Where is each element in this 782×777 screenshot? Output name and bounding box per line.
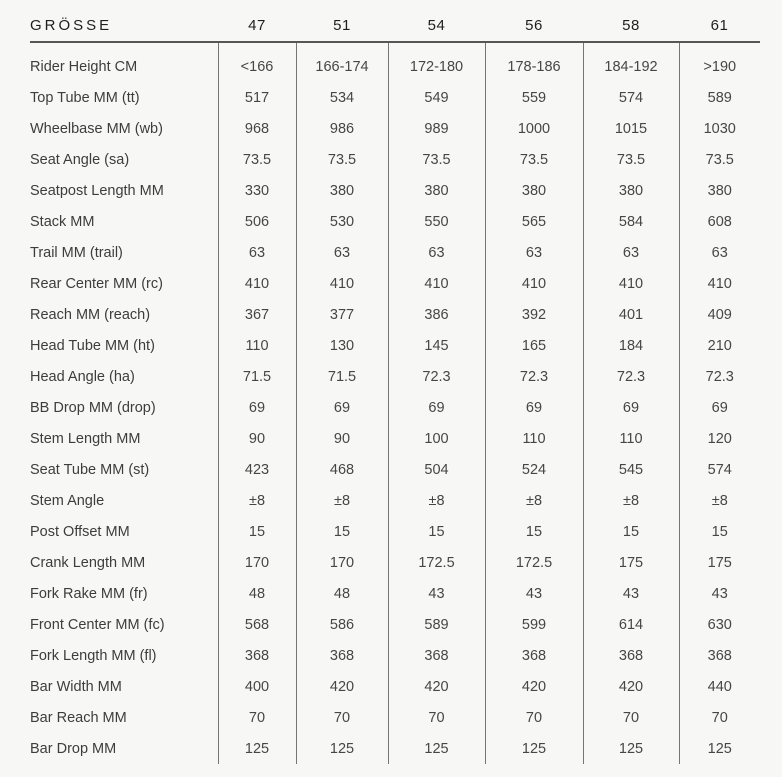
row-value: 380 — [388, 175, 485, 206]
row-label: Stem Length MM — [30, 430, 141, 447]
row-value: 986 — [296, 113, 388, 144]
row-value: 130 — [296, 330, 388, 361]
row-value: 368 — [388, 640, 485, 671]
row-value: 410 — [485, 268, 583, 299]
row-value: 386 — [388, 299, 485, 330]
row-label: Bar Drop MM — [30, 740, 117, 757]
row-value: 72.3 — [583, 361, 679, 392]
row-value: 73.5 — [485, 144, 583, 175]
row-label: Front Center MM (fc) — [30, 616, 165, 633]
row-value: 584 — [583, 206, 679, 237]
row-value: 530 — [296, 206, 388, 237]
row-value: 380 — [583, 175, 679, 206]
table-row — [30, 392, 760, 423]
row-value: 534 — [296, 82, 388, 113]
row-value: 63 — [218, 237, 296, 268]
table-row — [30, 702, 760, 733]
row-value: 410 — [679, 268, 760, 299]
row-value: 110 — [583, 423, 679, 454]
row-value: 125 — [218, 733, 296, 764]
row-value: 73.5 — [679, 144, 760, 175]
row-value: 15 — [218, 516, 296, 547]
row-value: >190 — [679, 42, 760, 82]
table-row — [30, 516, 760, 547]
row-value: 175 — [583, 547, 679, 578]
row-value: 380 — [485, 175, 583, 206]
row-value: 574 — [583, 82, 679, 113]
row-value: 70 — [583, 702, 679, 733]
row-value: 559 — [485, 82, 583, 113]
size-column-54: 54 — [388, 10, 485, 42]
row-value: 73.5 — [388, 144, 485, 175]
row-value: ±8 — [388, 485, 485, 516]
row-value: 368 — [485, 640, 583, 671]
row-value: 71.5 — [296, 361, 388, 392]
row-value: 368 — [583, 640, 679, 671]
row-value: 968 — [218, 113, 296, 144]
row-value: 184-192 — [583, 42, 679, 82]
row-label: Seat Tube MM (st) — [30, 461, 150, 478]
row-value: 184 — [583, 330, 679, 361]
row-value: 90 — [296, 423, 388, 454]
row-value: 170 — [218, 547, 296, 578]
row-value: 63 — [296, 237, 388, 268]
row-label: Top Tube MM (tt) — [30, 89, 140, 106]
row-value: ±8 — [583, 485, 679, 516]
row-value: 145 — [388, 330, 485, 361]
row-value: 48 — [296, 578, 388, 609]
table-row — [30, 237, 760, 268]
row-value: 392 — [485, 299, 583, 330]
table-row — [30, 299, 760, 330]
row-label: Trail MM (trail) — [30, 244, 123, 261]
row-value: 989 — [388, 113, 485, 144]
table-row — [30, 42, 760, 82]
row-value: 72.3 — [679, 361, 760, 392]
row-value: 1015 — [583, 113, 679, 144]
row-value: 165 — [485, 330, 583, 361]
row-label: Head Angle (ha) — [30, 368, 135, 385]
row-value: 368 — [679, 640, 760, 671]
row-value: 568 — [218, 609, 296, 640]
table-row — [30, 547, 760, 578]
row-value: 368 — [296, 640, 388, 671]
row-value: 589 — [388, 609, 485, 640]
row-value: 170 — [296, 547, 388, 578]
row-value: 69 — [388, 392, 485, 423]
table-row — [30, 485, 760, 516]
row-label: Crank Length MM — [30, 554, 146, 571]
row-label: Stem Angle — [30, 492, 105, 509]
table-row — [30, 578, 760, 609]
row-value: 70 — [485, 702, 583, 733]
size-column-58: 58 — [583, 10, 679, 42]
row-label: Stack MM — [30, 213, 95, 230]
row-value: 100 — [388, 423, 485, 454]
row-value: 63 — [679, 237, 760, 268]
row-value: 73.5 — [296, 144, 388, 175]
row-value: 400 — [218, 671, 296, 702]
row-value: 545 — [583, 454, 679, 485]
row-value: 72.3 — [485, 361, 583, 392]
row-value: 550 — [388, 206, 485, 237]
row-value: 69 — [485, 392, 583, 423]
geometry-table — [30, 10, 760, 764]
row-value: 420 — [583, 671, 679, 702]
row-label: Reach MM (reach) — [30, 306, 151, 323]
row-value: 409 — [679, 299, 760, 330]
row-value: 69 — [679, 392, 760, 423]
row-value: 1000 — [485, 113, 583, 144]
row-label: BB Drop MM (drop) — [30, 399, 156, 416]
row-value: 125 — [296, 733, 388, 764]
row-label: Seat Angle (sa) — [30, 151, 130, 168]
row-value: 517 — [218, 82, 296, 113]
row-value: 166-174 — [296, 42, 388, 82]
row-value: 380 — [296, 175, 388, 206]
row-value: 63 — [583, 237, 679, 268]
size-header-label: GRÖSSE — [30, 10, 218, 42]
row-value: 90 — [218, 423, 296, 454]
row-value: 110 — [218, 330, 296, 361]
row-value: 69 — [218, 392, 296, 423]
table-row — [30, 361, 760, 392]
row-value: ±8 — [218, 485, 296, 516]
table-row — [30, 268, 760, 299]
row-value: 15 — [679, 516, 760, 547]
row-label: Bar Width MM — [30, 678, 122, 695]
geometry-table-header — [30, 10, 760, 42]
row-value: 574 — [679, 454, 760, 485]
row-value: 420 — [485, 671, 583, 702]
row-value: 63 — [388, 237, 485, 268]
row-value: 401 — [583, 299, 679, 330]
row-label: Bar Reach MM — [30, 709, 127, 726]
row-value: 565 — [485, 206, 583, 237]
table-row — [30, 423, 760, 454]
row-value: 368 — [218, 640, 296, 671]
row-value: 69 — [296, 392, 388, 423]
row-value: 440 — [679, 671, 760, 702]
row-value: 70 — [218, 702, 296, 733]
row-value: 367 — [218, 299, 296, 330]
row-value: 614 — [583, 609, 679, 640]
table-row — [30, 733, 760, 764]
table-row — [30, 671, 760, 702]
row-value: 70 — [296, 702, 388, 733]
row-label: Wheelbase MM (wb) — [30, 120, 163, 137]
row-value: 410 — [296, 268, 388, 299]
row-value: 468 — [296, 454, 388, 485]
row-value: 48 — [218, 578, 296, 609]
row-value: 178-186 — [485, 42, 583, 82]
row-value: 330 — [218, 175, 296, 206]
row-value: <166 — [218, 42, 296, 82]
row-label: Seatpost Length MM — [30, 182, 164, 199]
row-value: 172.5 — [485, 547, 583, 578]
row-label: Fork Rake MM (fr) — [30, 585, 148, 602]
row-value: 15 — [485, 516, 583, 547]
table-body — [30, 42, 760, 764]
size-column-61: 61 — [679, 10, 760, 42]
row-value: ±8 — [679, 485, 760, 516]
row-value: 599 — [485, 609, 583, 640]
row-value: 524 — [485, 454, 583, 485]
row-value: ±8 — [296, 485, 388, 516]
row-value: 43 — [583, 578, 679, 609]
size-column-56: 56 — [485, 10, 583, 42]
row-value: 63 — [485, 237, 583, 268]
table-row — [30, 175, 760, 206]
row-value: 586 — [296, 609, 388, 640]
row-value: 125 — [388, 733, 485, 764]
row-value: 506 — [218, 206, 296, 237]
row-value: 15 — [388, 516, 485, 547]
row-value: 125 — [583, 733, 679, 764]
row-value: 43 — [388, 578, 485, 609]
row-value: 73.5 — [583, 144, 679, 175]
row-value: 125 — [485, 733, 583, 764]
row-value: 70 — [679, 702, 760, 733]
row-value: 172-180 — [388, 42, 485, 82]
row-value: 549 — [388, 82, 485, 113]
table-row — [30, 609, 760, 640]
size-column-47: 47 — [218, 10, 296, 42]
row-value: 175 — [679, 547, 760, 578]
row-value: 380 — [679, 175, 760, 206]
size-column-51: 51 — [296, 10, 388, 42]
table-row — [30, 454, 760, 485]
row-value: 172.5 — [388, 547, 485, 578]
row-value: 420 — [296, 671, 388, 702]
row-value: 15 — [583, 516, 679, 547]
row-label: Fork Length MM (fl) — [30, 647, 157, 664]
row-value: 630 — [679, 609, 760, 640]
row-value: 1030 — [679, 113, 760, 144]
row-value: 71.5 — [218, 361, 296, 392]
row-label: Rear Center MM (rc) — [30, 275, 163, 292]
row-value: 410 — [388, 268, 485, 299]
table-row — [30, 144, 760, 175]
table-row — [30, 330, 760, 361]
row-label: Rider Height CM — [30, 58, 138, 75]
row-value: 110 — [485, 423, 583, 454]
row-value: 43 — [679, 578, 760, 609]
row-value: 420 — [388, 671, 485, 702]
row-value: 73.5 — [218, 144, 296, 175]
row-value: 410 — [218, 268, 296, 299]
row-value: 423 — [218, 454, 296, 485]
row-label: Head Tube MM (ht) — [30, 337, 155, 354]
row-value: 120 — [679, 423, 760, 454]
row-value: 504 — [388, 454, 485, 485]
row-value: 125 — [679, 733, 760, 764]
row-value: 72.3 — [388, 361, 485, 392]
row-value: 210 — [679, 330, 760, 361]
row-value: 589 — [679, 82, 760, 113]
row-value: 410 — [583, 268, 679, 299]
row-value: 608 — [679, 206, 760, 237]
row-label: Post Offset MM — [30, 523, 130, 540]
row-value: 69 — [583, 392, 679, 423]
table-row — [30, 640, 760, 671]
table-row — [30, 206, 760, 237]
row-value: ±8 — [485, 485, 583, 516]
row-value: 15 — [296, 516, 388, 547]
row-value: 70 — [388, 702, 485, 733]
table-row — [30, 82, 760, 113]
table-row — [30, 113, 760, 144]
header-row — [30, 10, 760, 42]
row-value: 377 — [296, 299, 388, 330]
row-value: 43 — [485, 578, 583, 609]
